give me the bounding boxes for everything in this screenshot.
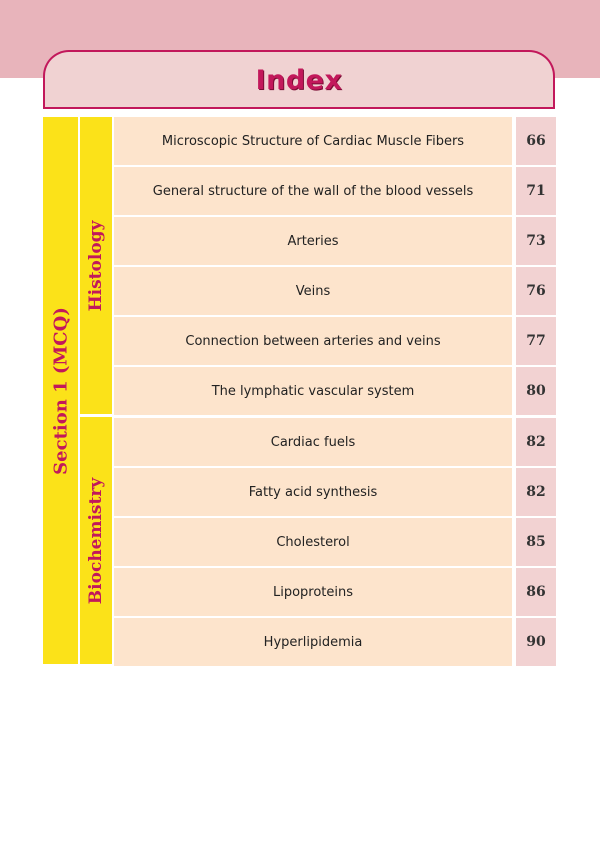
page-title: Index <box>255 64 343 96</box>
group-label-histology: Histology <box>86 220 106 311</box>
index-entry-title: Cholesterol <box>114 518 512 566</box>
index-entry-page: 66 <box>516 117 556 165</box>
section-sidebar <box>43 117 78 664</box>
index-entry-title: General structure of the wall of the blood vessels <box>114 167 512 215</box>
index-row[interactable] <box>114 317 556 365</box>
index-entry-page: 86 <box>516 568 556 616</box>
index-entry-title: The lymphatic vascular system <box>114 367 512 415</box>
group-label-biochemistry: Biochemistry <box>86 477 106 604</box>
index-row[interactable] <box>114 568 556 616</box>
index-entry-title: Lipoproteins <box>114 568 512 616</box>
section-label: Section 1 (MCQ) <box>50 306 71 475</box>
index-row[interactable] <box>114 468 556 516</box>
index-row[interactable] <box>114 518 556 566</box>
index-row[interactable] <box>114 217 556 265</box>
index-entry-title: Microscopic Structure of Cardiac Muscle Fibers <box>114 117 512 165</box>
index-entry-title: Arteries <box>114 217 512 265</box>
index-entry-page: 82 <box>516 418 556 466</box>
index-entry-page: 85 <box>516 518 556 566</box>
index-entry-title: Cardiac fuels <box>114 418 512 466</box>
index-entry-title: Fatty acid synthesis <box>114 468 512 516</box>
group-sidebar-histology <box>80 117 112 414</box>
title-divider <box>43 107 555 109</box>
index-table <box>114 117 556 668</box>
index-row[interactable] <box>114 167 556 215</box>
index-title-tab <box>43 50 555 108</box>
index-entry-page: 82 <box>516 468 556 516</box>
index-entry-page: 80 <box>516 367 556 415</box>
index-entry-title: Connection between arteries and veins <box>114 317 512 365</box>
index-entry-page: 71 <box>516 167 556 215</box>
index-row[interactable] <box>114 267 556 315</box>
group-sidebar-biochemistry <box>80 417 112 664</box>
index-entry-page: 77 <box>516 317 556 365</box>
index-entry-page: 90 <box>516 618 556 666</box>
index-entry-page: 73 <box>516 217 556 265</box>
index-row[interactable] <box>114 117 556 165</box>
index-entry-title: Hyperlipidemia <box>114 618 512 666</box>
index-row[interactable] <box>114 418 556 466</box>
index-entry-title: Veins <box>114 267 512 315</box>
index-row[interactable] <box>114 367 556 415</box>
index-row[interactable] <box>114 618 556 666</box>
index-entry-page: 76 <box>516 267 556 315</box>
